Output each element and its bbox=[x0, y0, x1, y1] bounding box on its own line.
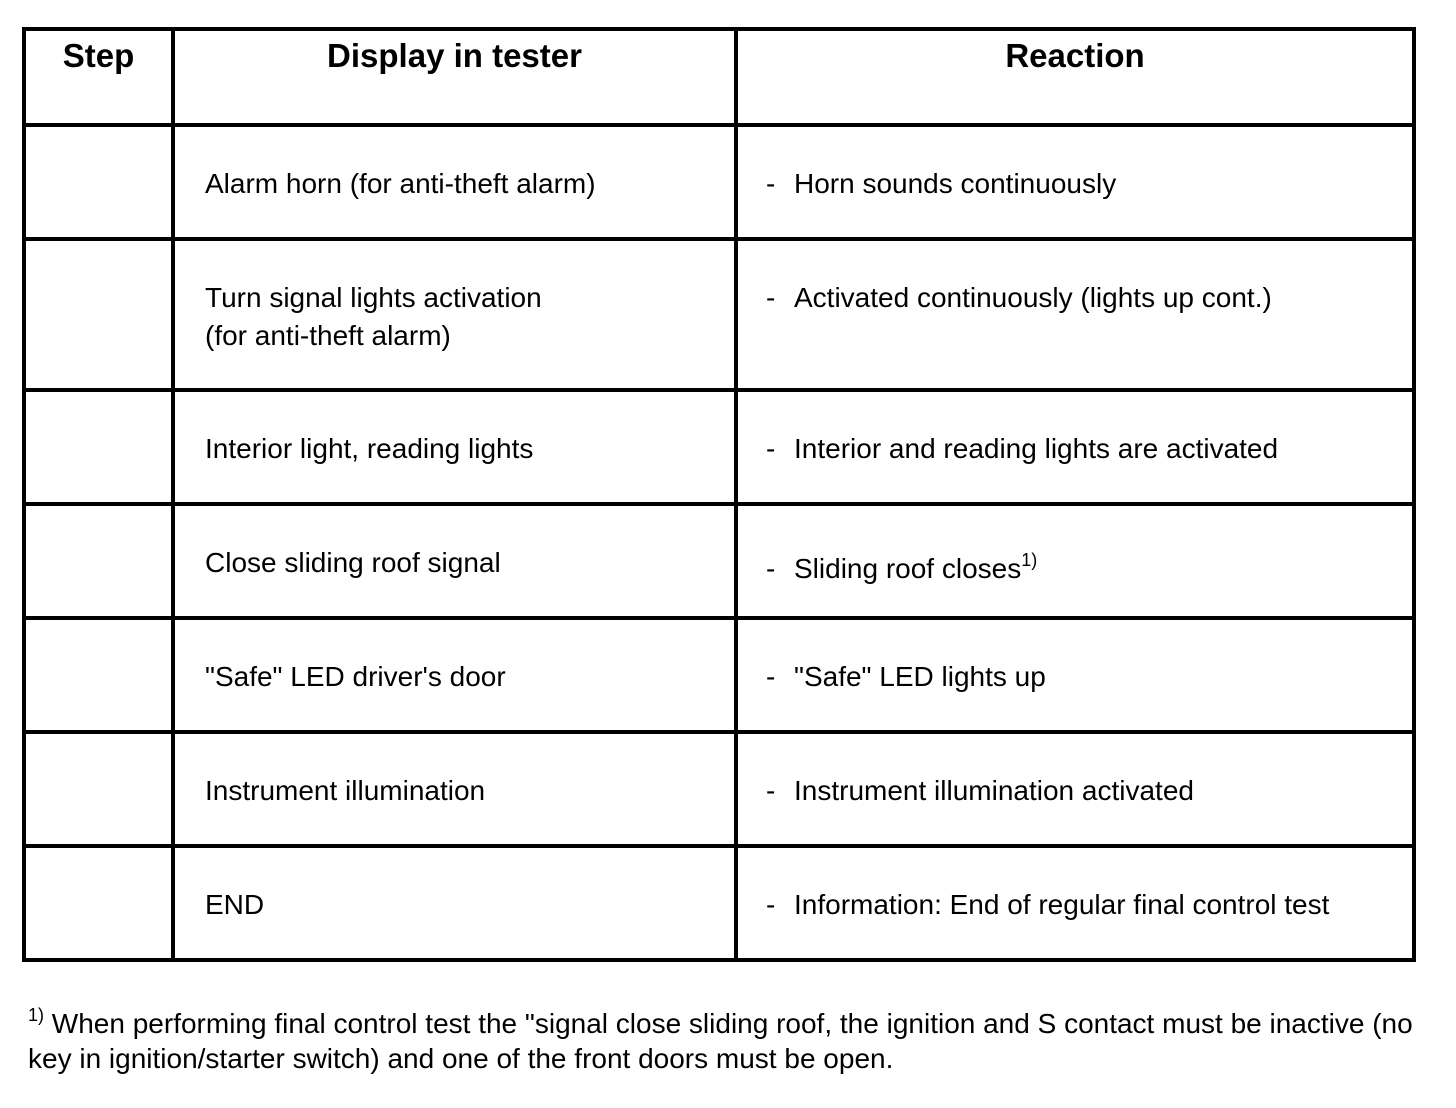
step-cell bbox=[24, 390, 173, 504]
reaction-text: Activated continuously (lights up cont.) bbox=[794, 282, 1272, 313]
step-cell bbox=[24, 846, 173, 960]
header-reaction: Reaction bbox=[736, 29, 1414, 125]
display-cell bbox=[173, 239, 736, 390]
step-cell bbox=[24, 125, 173, 239]
display-cell bbox=[173, 504, 736, 618]
table-row bbox=[24, 618, 1414, 732]
reaction-text: Interior and reading lights are activated bbox=[794, 433, 1279, 464]
step-cell bbox=[24, 239, 173, 390]
display-text: (for anti-theft alarm) bbox=[205, 320, 451, 351]
display-text: Instrument illumination bbox=[205, 775, 486, 806]
display-cell bbox=[173, 390, 736, 504]
bullet-dash: - bbox=[766, 168, 776, 199]
table-header-row bbox=[24, 29, 1414, 125]
reaction-cell bbox=[736, 239, 1414, 390]
bullet-dash: - bbox=[766, 889, 776, 920]
table-row bbox=[24, 846, 1414, 960]
display-text: END bbox=[205, 889, 265, 920]
reaction-cell bbox=[736, 504, 1414, 618]
reaction-text: "Safe" LED lights up bbox=[794, 661, 1046, 692]
reaction-cell bbox=[736, 732, 1414, 846]
reaction-text: Horn sounds continuously bbox=[794, 168, 1117, 199]
table-row bbox=[24, 732, 1414, 846]
display-cell bbox=[173, 846, 736, 960]
table-row bbox=[24, 239, 1414, 390]
footnote-mark: 1) bbox=[28, 1005, 45, 1025]
reaction-cell bbox=[736, 846, 1414, 960]
footnote-reference: 1) bbox=[1021, 550, 1038, 570]
reaction-cell bbox=[736, 125, 1414, 239]
footnote-text: When performing final control test the "signal close sliding roof, the ignition and S contact must be inactive (no key in ignition/starter switch) and one of the front doors must be open. bbox=[28, 1008, 1413, 1074]
bullet-dash: - bbox=[766, 553, 776, 584]
reaction-text: Information: End of regular final control test bbox=[794, 889, 1330, 920]
reaction-text: Sliding roof closes bbox=[794, 553, 1022, 584]
display-cell bbox=[173, 618, 736, 732]
final-control-test-table bbox=[22, 27, 1416, 962]
reaction-text: Instrument illumination activated bbox=[794, 775, 1194, 806]
step-cell bbox=[24, 504, 173, 618]
display-text: Turn signal lights activation bbox=[205, 282, 542, 313]
display-text: Alarm horn (for anti-theft alarm) bbox=[205, 168, 596, 199]
display-text: "Safe" LED driver's door bbox=[205, 661, 506, 692]
display-cell bbox=[173, 125, 736, 239]
step-cell bbox=[24, 732, 173, 846]
header-display-in-tester: Display in tester bbox=[173, 29, 736, 125]
display-text: Interior light, reading lights bbox=[205, 433, 534, 464]
header-step: Step bbox=[24, 29, 173, 125]
table-row bbox=[24, 125, 1414, 239]
display-cell bbox=[173, 732, 736, 846]
display-text: Close sliding roof signal bbox=[205, 547, 501, 578]
table-row bbox=[24, 390, 1414, 504]
step-cell bbox=[24, 618, 173, 732]
reaction-cell bbox=[736, 390, 1414, 504]
bullet-dash: - bbox=[766, 433, 776, 464]
reaction-cell bbox=[736, 618, 1414, 732]
bullet-dash: - bbox=[766, 661, 776, 692]
bullet-dash: - bbox=[766, 282, 776, 313]
bullet-dash: - bbox=[766, 775, 776, 806]
footnote bbox=[28, 1006, 1428, 1076]
table-row bbox=[24, 504, 1414, 618]
